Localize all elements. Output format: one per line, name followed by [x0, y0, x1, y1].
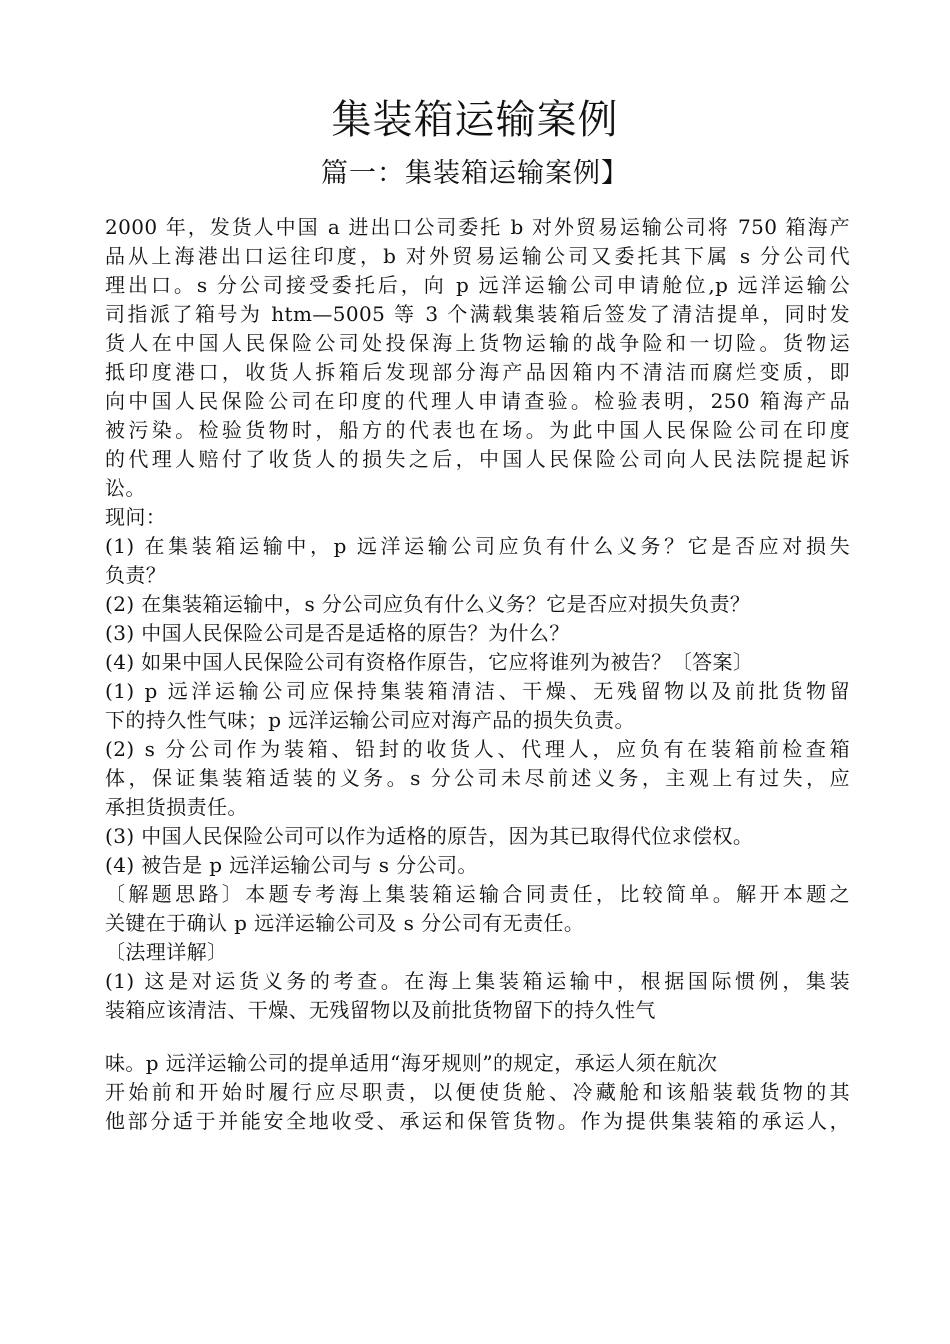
text-line: 现问：	[105, 505, 167, 529]
text-line: 承担货损责任。	[105, 795, 248, 819]
text-line: (3) 中国人民保险公司是否是适格的原告？为什么？	[105, 621, 570, 645]
text-line: (4) 如果中国人民保险公司有资格作原告，它应将谁列为被告？〔答案〕	[105, 650, 754, 674]
text-line: 向中国人民保险公司在印度的代理人申请查验。检验表明，250 箱海产品	[105, 389, 850, 413]
text-line: 被污染。检验货物时，船方的代表也在场。为此中国人民保险公司在印度	[105, 418, 850, 442]
text-line: (1) p 远洋运输公司应保持集装箱清洁、干燥、无残留物以及前批货物留	[105, 679, 850, 703]
text-line: (3) 中国人民保险公司可以作为适格的原告，因为其已取得代位求偿权。	[105, 824, 754, 848]
text-line: 体，保证集装箱适装的义务。s 分公司未尽前述义务，主观上有过失，应	[105, 766, 850, 790]
text-line: 味。p 远洋运输公司的提单适用“海牙规则”的规定，承运人须在航次	[105, 1051, 718, 1075]
text-line: 品从上海港出口运往印度，b 对外贸易运输公司又委托其下属 s 分公司代	[105, 244, 850, 268]
text-line: 装箱应该清洁、干燥、无残留物以及前批货物留下的持久性气	[105, 998, 656, 1022]
text-line: 讼。	[105, 476, 146, 500]
text-line: 司指派了箱号为 htm—5005 等 3 个满载集装箱后签发了清洁提单，同时发	[105, 302, 850, 326]
text-line: (4) 被告是 p 远洋运输公司与 s 分公司。	[105, 853, 478, 877]
text-line: 〔解题思路〕本题专考海上集装箱运输合同责任，比较简单。解开本题之	[105, 882, 850, 906]
text-line: (2) s 分公司作为装箱、铅封的收货人、代理人，应负有在装箱前检查箱	[105, 737, 850, 761]
document-subtitle: 篇一：集装箱运输案例】	[321, 158, 629, 189]
text-line: 开始前和开始时履行应尽职责，以便使货舱、冷藏舱和该船装载货物的其	[105, 1080, 850, 1104]
text-line: (1) 在集装箱运输中，p 远洋运输公司应负有什么义务？它是否应对损失	[105, 534, 850, 558]
text-line: 货人在中国人民保险公司处投保海上货物运输的战争险和一切险。货物运	[105, 331, 850, 355]
text-line: 他部分适于并能安全地收受、承运和保管货物。作为提供集装箱的承运人，	[105, 1109, 850, 1133]
document-body	[105, 213, 857, 1136]
text-line: 的代理人赔付了收货人的损失之后，中国人民保险公司向人民法院提起诉	[105, 447, 850, 471]
text-line: 关键在于确认 p 远洋运输公司及 s 分公司有无责任。	[105, 911, 585, 935]
text-line: 抵印度港口，收货人拆箱后发现部分海产品因箱内不清洁而腐烂变质，即	[105, 360, 850, 384]
text-line: 2000 年，发货人中国 a 进出口公司委托 b 对外贸易运输公司将 750 箱海产	[105, 215, 850, 239]
paragraph-gap	[105, 1025, 857, 1049]
text-line: 〔法理详解〕	[105, 940, 228, 964]
text-line: (2) 在集装箱运输中，s 分公司应负有什么义务？它是否应对损失负责？	[105, 592, 751, 616]
text-line: 理出口。s 分公司接受委托后，向 p 远洋运输公司申请舱位,p 远洋运输公	[105, 273, 850, 297]
document-title: 集装箱运输案例	[331, 97, 619, 143]
text-line: 负责？	[105, 563, 167, 587]
text-line: (1) 这是对运货义务的考查。在海上集装箱运输中，根据国际惯例，集装	[105, 969, 850, 993]
text-line: 下的持久性气味；p 远洋运输公司应对海产品的损失负责。	[105, 708, 635, 732]
